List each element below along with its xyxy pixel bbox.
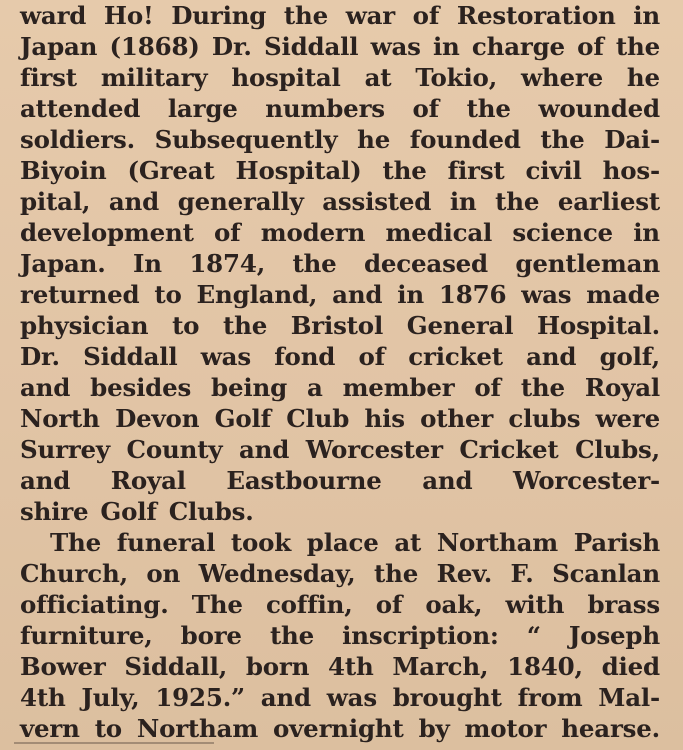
- word: of: [577, 32, 604, 61]
- word: (1868): [109, 32, 200, 61]
- word: March,: [392, 652, 489, 681]
- word: being: [211, 373, 288, 402]
- word: Japan.: [20, 249, 106, 278]
- word: took: [230, 528, 292, 557]
- word: Joseph: [568, 621, 660, 650]
- word: Restoration: [456, 1, 616, 30]
- word: Rev.: [436, 559, 493, 588]
- word: Dai-: [604, 125, 660, 154]
- word: from: [517, 683, 583, 712]
- word: in: [633, 218, 660, 247]
- word: clubs: [508, 404, 581, 433]
- word: the: [540, 125, 585, 154]
- word: hearse.: [561, 714, 660, 743]
- word: medical: [385, 218, 493, 247]
- word: Siddall: [83, 342, 178, 371]
- word: at: [364, 63, 392, 92]
- word: Dr.: [211, 32, 252, 61]
- word: of: [474, 373, 501, 402]
- word: Clubs,: [575, 435, 660, 464]
- word: July,: [81, 683, 140, 712]
- word: military: [100, 63, 208, 92]
- word: the: [283, 1, 329, 30]
- word: besides: [90, 373, 192, 402]
- word: place: [306, 528, 379, 557]
- word: Bristol: [290, 311, 384, 340]
- text-line: [20, 403, 660, 434]
- word: 1874,: [189, 249, 266, 278]
- word: cricket: [408, 342, 503, 371]
- word: to: [154, 280, 182, 309]
- text-line: [20, 589, 660, 620]
- cut-off-next-line: [14, 742, 214, 750]
- word: the: [615, 32, 660, 61]
- word: 4th: [328, 652, 374, 681]
- word: Church,: [20, 559, 128, 588]
- text-line: [20, 217, 660, 248]
- word: Parish: [573, 528, 660, 557]
- word: was: [521, 280, 572, 309]
- word: (Great: [127, 156, 215, 185]
- word: Golf: [100, 497, 157, 526]
- word: Hospital): [235, 156, 362, 185]
- word: and: [108, 187, 160, 216]
- text-line: [20, 248, 660, 279]
- word: soldiers.: [20, 125, 135, 154]
- word: physician: [20, 311, 149, 340]
- article-column: [20, 0, 660, 744]
- text-line: [20, 186, 660, 217]
- word: of: [214, 218, 241, 247]
- word: Subsequently: [154, 125, 338, 154]
- word: Eastbourne: [226, 466, 382, 495]
- word: The: [50, 528, 102, 557]
- word: Worcester-: [512, 466, 660, 495]
- word: coffin,: [265, 590, 353, 619]
- text-line: [20, 31, 660, 62]
- word: on: [146, 559, 181, 588]
- word: Hospital.: [536, 311, 660, 340]
- word: in: [432, 32, 460, 61]
- word: the: [269, 621, 315, 650]
- word: a: [306, 373, 323, 402]
- word: overnight: [273, 714, 404, 743]
- word: he: [357, 125, 391, 154]
- text-line: [20, 310, 660, 341]
- word: F.: [510, 559, 534, 588]
- word: motor: [464, 714, 547, 743]
- word: The: [191, 590, 243, 619]
- word: Japan: [20, 32, 98, 61]
- word: Biyoin: [20, 156, 107, 185]
- word: in: [633, 1, 660, 30]
- word: he: [626, 63, 660, 92]
- text-line: [20, 496, 660, 527]
- word: was: [326, 683, 377, 712]
- word: first: [20, 63, 77, 92]
- word: at: [394, 528, 422, 557]
- word: Tokio,: [415, 63, 498, 92]
- text-line: [20, 527, 660, 558]
- word: attended: [20, 94, 141, 123]
- word: the: [495, 187, 540, 216]
- word: first: [447, 156, 505, 185]
- word: and: [526, 342, 577, 371]
- text-line: [20, 0, 660, 31]
- word: furniture,: [20, 621, 153, 650]
- word: Clubs.: [168, 497, 254, 526]
- word: returned: [20, 280, 140, 309]
- text-line: [20, 341, 660, 372]
- word: brass: [587, 590, 660, 619]
- word: and: [260, 683, 311, 712]
- word: Club: [286, 404, 350, 433]
- word: ward: [20, 1, 87, 30]
- word: the: [382, 156, 427, 185]
- word: member: [342, 373, 455, 402]
- word: in: [397, 280, 424, 309]
- word: officiating.: [20, 590, 169, 619]
- word: in: [449, 187, 477, 216]
- word: to: [172, 311, 200, 340]
- word: Ho!: [103, 1, 154, 30]
- word: with: [505, 590, 565, 619]
- word: of: [412, 1, 440, 30]
- word: vern: [20, 714, 80, 743]
- word: Bower: [20, 652, 106, 681]
- word: war: [345, 1, 395, 30]
- word: golf,: [599, 342, 660, 371]
- word: was: [200, 342, 251, 371]
- word: funeral: [116, 528, 216, 557]
- word: earliest: [557, 187, 660, 216]
- word: gentleman: [515, 249, 660, 278]
- word: In: [133, 249, 162, 278]
- word: Mal-: [598, 683, 660, 712]
- word: born: [245, 652, 310, 681]
- word: Golf: [214, 404, 271, 433]
- word: 4th: [20, 683, 66, 712]
- word: Royal: [110, 466, 186, 495]
- word: science: [512, 218, 613, 247]
- word: development: [20, 218, 194, 247]
- text-line: [20, 682, 660, 713]
- word: Royal: [584, 373, 660, 402]
- text-line: [20, 279, 660, 310]
- word: Dr.: [20, 342, 60, 371]
- word: were: [595, 404, 660, 433]
- text-line: [20, 93, 660, 124]
- word: modern: [260, 218, 366, 247]
- word: County: [126, 435, 223, 464]
- word: hos-: [602, 156, 660, 185]
- word: “: [526, 621, 541, 650]
- text-line: [20, 651, 660, 682]
- word: large: [167, 94, 238, 123]
- word: bore: [180, 621, 242, 650]
- word: 1925.”: [155, 683, 245, 712]
- word: the: [222, 311, 268, 340]
- word: brought: [392, 683, 502, 712]
- word: shire: [20, 497, 89, 526]
- word: deceased: [363, 249, 488, 278]
- word: founded: [409, 125, 521, 154]
- text-line: [20, 372, 660, 403]
- word: Worcester: [305, 435, 443, 464]
- word: and: [332, 280, 383, 309]
- word: civil: [525, 156, 582, 185]
- word: inscription:: [342, 621, 499, 650]
- word: charge: [471, 32, 565, 61]
- word: 1876: [438, 280, 507, 309]
- word: pital,: [20, 187, 91, 216]
- text-line: [20, 62, 660, 93]
- word: the: [373, 559, 419, 588]
- word: made: [586, 280, 660, 309]
- word: Cricket: [459, 435, 559, 464]
- word: died: [601, 652, 660, 681]
- word: of: [375, 590, 403, 619]
- word: the: [520, 373, 565, 402]
- word: Siddall: [263, 32, 359, 61]
- word: Surrey: [20, 435, 110, 464]
- word: generally: [177, 187, 304, 216]
- word: England,: [196, 280, 318, 309]
- word: the: [466, 94, 511, 123]
- word: fond: [274, 342, 336, 371]
- word: other: [420, 404, 494, 433]
- word: and: [422, 466, 473, 495]
- word: and: [20, 373, 71, 402]
- text-line: [20, 558, 660, 589]
- word: to: [94, 714, 122, 743]
- text-line: [20, 124, 660, 155]
- word: Northam: [436, 528, 558, 557]
- word: wounded: [538, 94, 660, 123]
- word: North: [20, 404, 100, 433]
- word: of: [358, 342, 386, 371]
- text-line: [20, 713, 660, 744]
- word: oak,: [425, 590, 483, 619]
- word: the: [292, 249, 337, 278]
- word: his: [364, 404, 405, 433]
- word: of: [412, 94, 440, 123]
- text-line: [20, 434, 660, 465]
- text-line: [20, 620, 660, 651]
- word: by: [418, 714, 450, 743]
- word: and: [20, 466, 71, 495]
- word: hospital: [231, 63, 341, 92]
- text-line: [20, 155, 660, 186]
- word: where: [520, 63, 603, 92]
- word: During: [171, 1, 267, 30]
- word: Northam: [136, 714, 259, 743]
- word: assisted: [322, 187, 432, 216]
- word: and: [238, 435, 290, 464]
- word: 1840,: [507, 652, 583, 681]
- word: Scanlan: [552, 559, 660, 588]
- word: Wednesday,: [198, 559, 356, 588]
- word: was: [370, 32, 421, 61]
- word: Devon: [115, 404, 200, 433]
- word: General: [406, 311, 514, 340]
- word: numbers: [265, 94, 385, 123]
- word: Siddall,: [124, 652, 228, 681]
- text-line: [20, 465, 660, 496]
